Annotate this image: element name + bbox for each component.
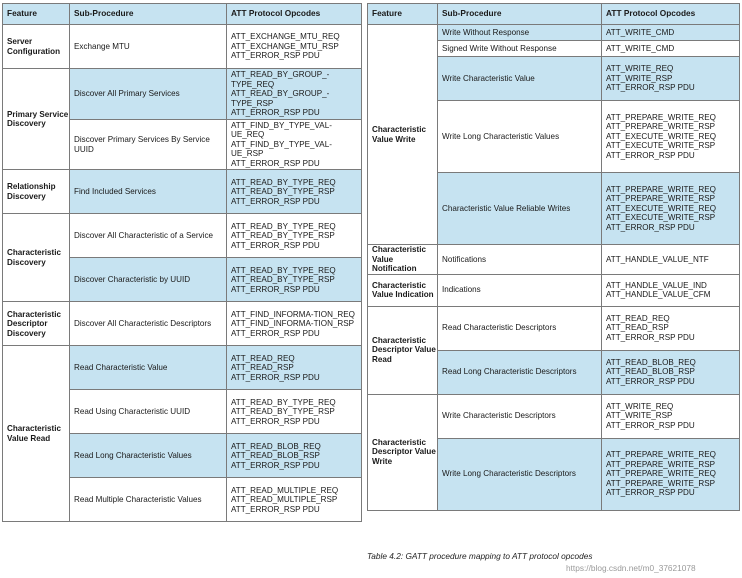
opcode: ATT_ERROR_RSP PDU	[231, 460, 320, 470]
opcodes-cell	[227, 69, 362, 120]
gatt-mapping-table-right	[367, 3, 740, 511]
table-row	[3, 69, 362, 120]
opcode: ATT_WRITE_REQ	[606, 64, 674, 74]
sub-procedure-cell: Read Multiple Characteristic Values	[70, 478, 227, 522]
opcode: ATT_HANDLE_VALUE_NTF	[606, 254, 709, 264]
feature-cell: Characteristic Value Notification	[368, 245, 438, 275]
opcode: ATT_PREPARE_WRITE_RSP	[606, 478, 715, 488]
opcodes-cell	[602, 274, 740, 306]
sub-procedure-cell: Discover Characteristic by UUID	[70, 258, 227, 302]
opcodes-cell	[602, 25, 740, 41]
opcodes-cell	[602, 350, 740, 394]
header-opcodes: ATT Protocol Opcodes	[602, 4, 740, 25]
feature-cell: Relationship Discovery	[3, 170, 70, 214]
opcodes-cell	[602, 41, 740, 57]
opcode: ATT_ERROR_RSP PDU	[231, 504, 320, 514]
table-row	[368, 306, 740, 350]
opcode: ATT_ERROR_RSP PDU	[606, 420, 695, 430]
sub-procedure-cell: Read Characteristic Descriptors	[438, 306, 602, 350]
opcodes-cell	[227, 214, 362, 258]
opcode: ATT_WRITE_RSP	[606, 411, 673, 421]
header-feature: Feature	[368, 4, 438, 25]
opcode: ATT_WRITE_RSP	[606, 73, 673, 83]
table-header-row	[3, 4, 362, 25]
opcode: ATT_ERROR_RSP PDU	[606, 150, 695, 160]
opcode: ATT_EXECUTE_WRITE_REQ	[606, 131, 717, 141]
opcode: ATT_PREPARE_WRITE_RSP	[606, 459, 715, 469]
header-sub-procedure: Sub-Procedure	[70, 4, 227, 25]
opcodes-cell	[602, 57, 740, 101]
opcode: ATT_PREPARE_WRITE_REQ	[606, 184, 716, 194]
table-row	[3, 302, 362, 346]
opcode: ATT_FIND_BY_TYPE_VAL-UE_RSP	[231, 139, 332, 159]
opcode: ATT_READ_BY_TYPE_REQ	[231, 177, 336, 187]
opcode: ATT_ERROR_RSP PDU	[606, 83, 695, 93]
table-body-right	[368, 25, 740, 511]
opcode: ATT_READ_BLOB_RSP	[231, 451, 320, 461]
feature-cell: Primary Service Discovery	[3, 69, 70, 170]
table-row	[3, 25, 362, 69]
table-body-left	[3, 25, 362, 522]
opcodes-cell	[227, 119, 362, 170]
opcodes-cell	[227, 25, 362, 69]
opcode: ATT_ERROR_RSP PDU	[231, 196, 320, 206]
opcodes-cell	[602, 306, 740, 350]
opcode: ATT_WRITE_CMD	[606, 27, 675, 37]
opcode: ATT_READ_BY_TYPE_REQ	[231, 397, 336, 407]
feature-cell: Characteristic Value Read	[3, 346, 70, 522]
opcode: ATT_ERROR_RSP PDU	[231, 158, 320, 168]
sub-procedure-cell: Write Without Response	[438, 25, 602, 41]
opcode: ATT_READ_BY_GROUP_-TYPE_RSP	[231, 89, 330, 108]
opcode: ATT_ERROR_RSP PDU	[231, 416, 320, 426]
opcode: ATT_READ_REQ	[606, 313, 670, 323]
sub-procedure-cell: Characteristic Value Reliable Writes	[438, 173, 602, 245]
opcode: ATT_READ_MULTIPLE_REQ	[231, 485, 339, 495]
opcode: ATT_READ_BLOB_REQ	[231, 441, 321, 451]
opcode: ATT_READ_RSP	[231, 363, 294, 373]
sub-procedure-cell: Signed Write Without Response	[438, 41, 602, 57]
opcode: ATT_ERROR_RSP PDU	[231, 284, 320, 294]
sub-procedure-cell: Find Included Services	[70, 170, 227, 214]
opcodes-cell	[602, 245, 740, 275]
opcode: ATT_PREPARE_WRITE_RSP	[606, 122, 715, 132]
table-row	[3, 214, 362, 258]
header-feature: Feature	[3, 4, 70, 25]
opcode: ATT_READ_BLOB_REQ	[606, 357, 696, 367]
sub-procedure-cell: Read Long Characteristic Values	[70, 434, 227, 478]
sub-procedure-cell: Discover All Characteristic of a Service	[70, 214, 227, 258]
opcodes-cell	[227, 390, 362, 434]
opcodes-cell	[227, 302, 362, 346]
opcode: ATT_WRITE_REQ	[606, 401, 674, 411]
sub-procedure-cell: Write Long Characteristic Values	[438, 101, 602, 173]
feature-cell: Characteristic Value Indication	[368, 274, 438, 306]
sub-procedure-cell: Read Characteristic Value	[70, 346, 227, 390]
opcode: ATT_HANDLE_VALUE_IND	[606, 280, 707, 290]
sub-procedure-cell: Discover Primary Services By Service UUID	[70, 119, 227, 170]
opcode: ATT_READ_REQ	[231, 353, 295, 363]
table-row	[368, 274, 740, 306]
opcode: ATT_ERROR_RSP PDU	[606, 332, 695, 342]
feature-cell: Characteristic Value Write	[368, 25, 438, 245]
sub-procedure-cell: Write Characteristic Value	[438, 57, 602, 101]
opcode: ATT_ERROR_RSP PDU	[231, 240, 320, 250]
feature-cell: Characteristic Descriptor Discovery	[3, 302, 70, 346]
feature-cell: Characteristic Discovery	[3, 214, 70, 302]
opcode: ATT_READ_BY_TYPE_RSP	[231, 275, 335, 285]
opcode: ATT_FIND_INFORMA-TION_REQ	[231, 309, 355, 319]
opcode: ATT_EXECUTE_WRITE_RSP	[606, 213, 716, 223]
sub-procedure-cell: Notifications	[438, 245, 602, 275]
opcode: ATT_ERROR_RSP PDU	[606, 222, 695, 232]
opcode: ATT_EXCHANGE_MTU_RSP	[231, 41, 339, 51]
opcode: ATT_READ_MULTIPLE_RSP	[231, 495, 338, 505]
sub-procedure-cell: Read Using Characteristic UUID	[70, 390, 227, 434]
header-opcodes: ATT Protocol Opcodes	[227, 4, 362, 25]
watermark-url: https://blog.csdn.net/m0_37621078	[566, 563, 696, 573]
opcodes-cell	[602, 173, 740, 245]
sub-procedure-cell: Discover All Primary Services	[70, 69, 227, 120]
opcode: ATT_WRITE_CMD	[606, 43, 675, 53]
opcodes-cell	[227, 434, 362, 478]
opcode: ATT_EXCHANGE_MTU_REQ	[231, 32, 340, 42]
opcode: ATT_ERROR_RSP PDU	[231, 372, 320, 382]
opcodes-cell	[602, 438, 740, 510]
feature-cell: Characteristic Descriptor Value Read	[368, 306, 438, 394]
opcode: ATT_ERROR_RSP PDU	[231, 328, 320, 338]
opcodes-cell	[227, 346, 362, 390]
opcodes-cell	[602, 101, 740, 173]
table-caption: Table 4.2: GATT procedure mapping to ATT protocol opcodes	[367, 551, 593, 561]
opcode: ATT_READ_RSP	[606, 323, 669, 333]
opcode: ATT_PREPARE_WRITE_REQ	[606, 450, 716, 460]
opcode: ATT_PREPARE_WRITE_RSP	[606, 194, 715, 204]
opcode: ATT_READ_BY_GROUP_-TYPE_REQ	[231, 70, 330, 89]
opcodes-cell	[602, 394, 740, 438]
sub-procedure-cell: Exchange MTU	[70, 25, 227, 69]
opcode: ATT_FIND_BY_TYPE_VAL-UE_REQ	[231, 120, 332, 140]
opcode: ATT_READ_BY_TYPE_RSP	[231, 231, 335, 241]
opcodes-cell	[227, 478, 362, 522]
opcodes-cell	[227, 170, 362, 214]
table-row	[3, 170, 362, 214]
feature-cell: Characteristic Descriptor Value Write	[368, 394, 438, 510]
table-row	[368, 245, 740, 275]
table-row	[3, 346, 362, 390]
opcode: ATT_READ_BLOB_RSP	[606, 367, 695, 377]
sub-procedure-cell: Write Characteristic Descriptors	[438, 394, 602, 438]
opcode: ATT_READ_BY_TYPE_REQ	[231, 265, 336, 275]
header-sub-procedure: Sub-Procedure	[438, 4, 602, 25]
opcode: ATT_EXECUTE_WRITE_REQ	[606, 203, 717, 213]
opcode: ATT_HANDLE_VALUE_CFM	[606, 290, 711, 300]
sub-procedure-cell: Discover All Characteristic Descriptors	[70, 302, 227, 346]
table-row	[368, 394, 740, 438]
opcode: ATT_READ_BY_TYPE_REQ	[231, 221, 336, 231]
table-row	[368, 25, 740, 41]
opcode: ATT_ERROR_RSP PDU	[231, 51, 320, 61]
table-header-row	[368, 4, 740, 25]
opcode: ATT_ERROR_RSP PDU	[606, 488, 695, 498]
opcode: ATT_ERROR_RSP PDU	[231, 108, 320, 118]
opcode: ATT_READ_BY_TYPE_RSP	[231, 407, 335, 417]
opcode: ATT_PREPARE_WRITE_REQ	[606, 112, 716, 122]
opcode: ATT_ERROR_RSP PDU	[606, 376, 695, 386]
opcode: ATT_READ_BY_TYPE_RSP	[231, 187, 335, 197]
opcodes-cell	[227, 258, 362, 302]
feature-cell: Server Configuration	[3, 25, 70, 69]
gatt-mapping-table-left	[2, 3, 362, 522]
opcode: ATT_PREPARE_WRITE_REQ	[606, 469, 716, 479]
sub-procedure-cell: Indications	[438, 274, 602, 306]
sub-procedure-cell: Write Long Characteristic Descriptors	[438, 438, 602, 510]
sub-procedure-cell: Read Long Characteristic Descriptors	[438, 350, 602, 394]
opcode: ATT_FIND_INFORMA-TION_RSP	[231, 319, 355, 329]
opcode: ATT_EXECUTE_WRITE_RSP	[606, 141, 716, 151]
